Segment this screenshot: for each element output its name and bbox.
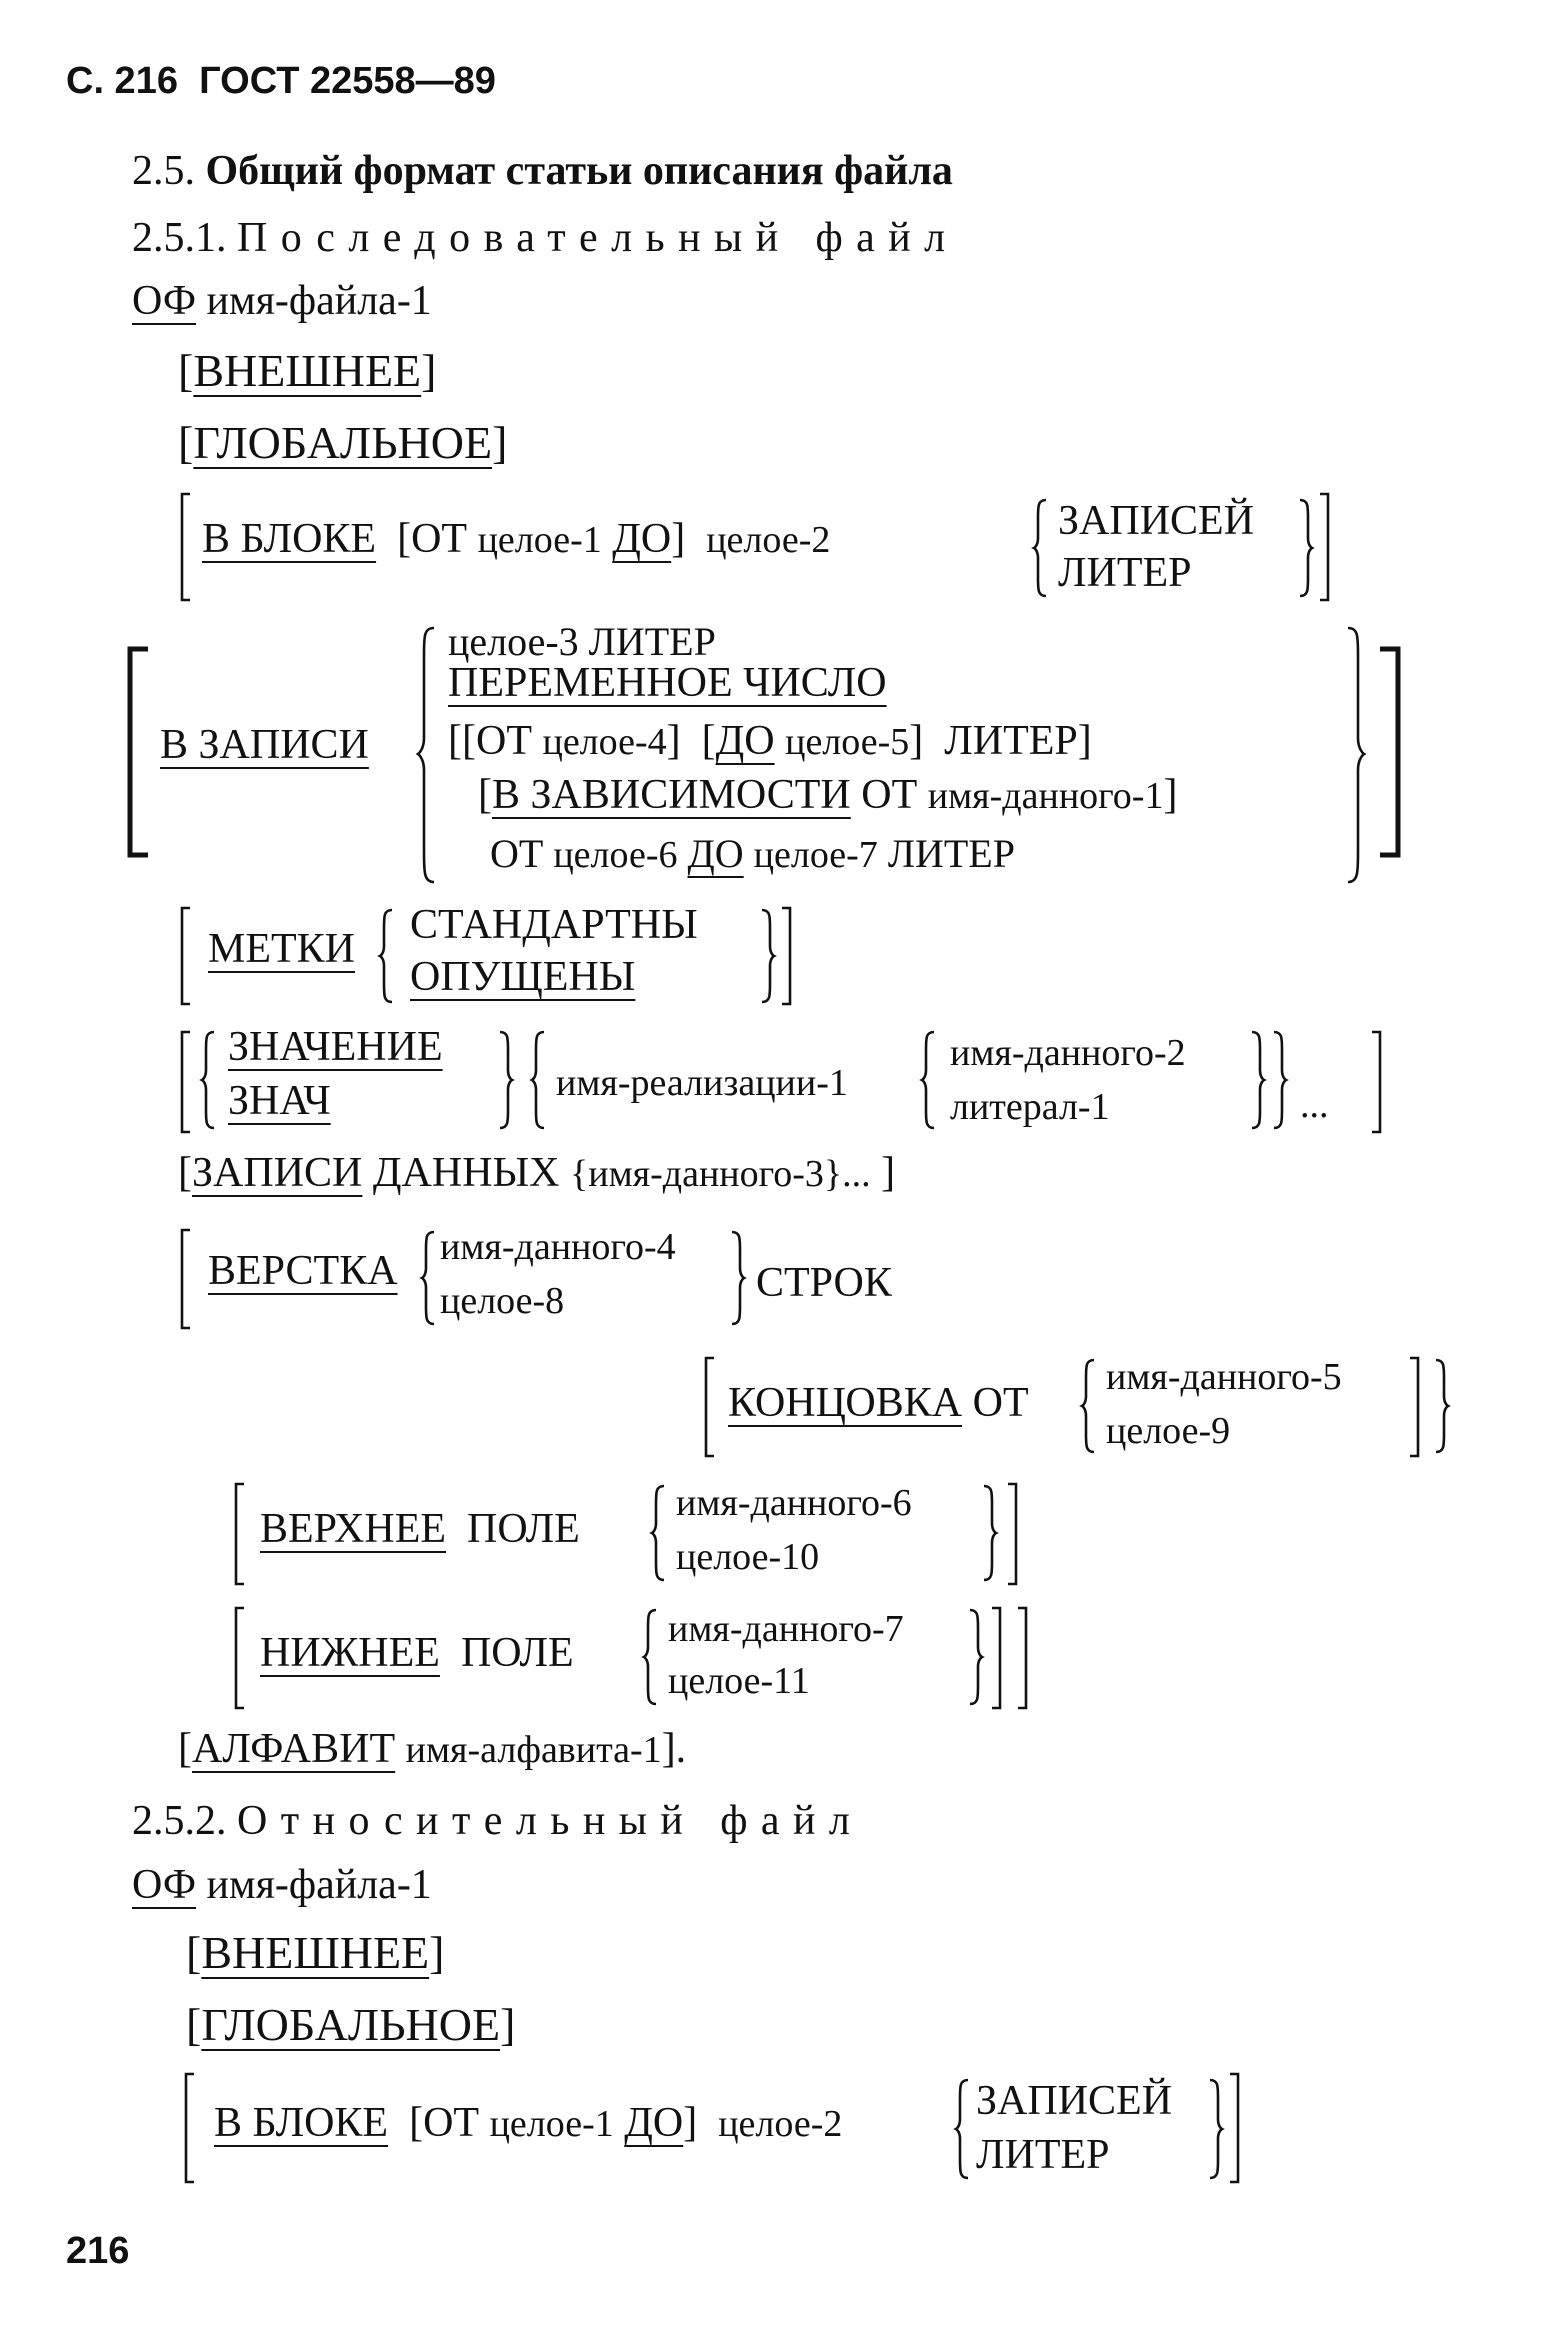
- value-choice-dataname: имя-данного-2: [950, 1032, 1186, 1074]
- value-brace3-left: [920, 1030, 936, 1130]
- linage-bracket-left: [178, 1228, 192, 1330]
- labels-opt-standard: СТАНДАРТНЫ: [410, 902, 698, 948]
- alphabet-clause: [АЛФАВИТ имя-алфавита-1].: [178, 1726, 687, 1772]
- labels-keyword: МЕТКИ: [208, 926, 355, 972]
- block-bracket-left: [178, 492, 192, 602]
- page-number: 216: [66, 2230, 130, 2272]
- value-opt-val: ЗНАЧ: [228, 1078, 331, 1124]
- block2-brace-right: [1208, 2078, 1224, 2180]
- block-brace-right: [1298, 498, 1314, 598]
- linage-keyword: ВЕРСТКА: [208, 1248, 398, 1294]
- bottom-brace-right: [968, 1608, 984, 1706]
- record-opt-range: [[ОТ целое-4] [ДО целое-5] ЛИТЕР]: [448, 718, 1092, 764]
- footing-brace-right: [1434, 1358, 1450, 1454]
- top-clause: ВЕРХНЕЕ ПОЛЕ: [260, 1506, 580, 1552]
- footing-clause: КОНЦОВКА ОТ: [728, 1380, 1029, 1426]
- footing-choice-int: целое-9: [1106, 1410, 1231, 1452]
- record-bracket-left: [124, 646, 152, 858]
- value-impl-name: имя-реализации-1: [556, 1062, 848, 1104]
- record-opt-depending: [В ЗАВИСИМОСТИ ОТ имя-данного-1]: [478, 772, 1178, 818]
- bottom-bracket-left: [232, 1606, 246, 1710]
- value-brace-right: [498, 1030, 514, 1130]
- block-opt-chars: ЛИТЕР: [1058, 550, 1192, 596]
- footing-brace-left: [1080, 1358, 1096, 1454]
- record-keyword: В ЗАПИСИ: [160, 722, 369, 768]
- top-bracket-left: [232, 1482, 246, 1586]
- data-records-clause: [ЗАПИСИ ДАННЫХ {имя-данного-3}... ]: [178, 1150, 896, 1196]
- section-title: Общий формат статьи описания файла: [205, 148, 953, 194]
- linage-brace-right: [730, 1230, 746, 1326]
- block-opt-records: ЗАПИСЕЙ: [1058, 498, 1255, 544]
- record-opt-varying: ПЕРЕМЕННОЕ ЧИСЛО: [448, 660, 887, 706]
- bottom-brace-left: [642, 1608, 658, 1706]
- footing-bracket-left: [702, 1356, 716, 1458]
- top-brace-right: [982, 1484, 998, 1582]
- value-choice-literal: литерал-1: [950, 1086, 1110, 1128]
- external-clause-2: [ВНЕШНЕЕ]: [186, 1927, 445, 1978]
- block-clause: В БЛОКЕ [ОТ целое-1 ДО] целое-2: [202, 516, 831, 562]
- fd-line-2: ОФ имя-файла-1: [132, 1862, 432, 1908]
- value-brace3-right: [1250, 1030, 1266, 1130]
- block-bracket-right: [1318, 492, 1332, 602]
- top-choice-int: целое-10: [676, 1536, 820, 1578]
- labels-opt-omitted: ОПУЩЕНЫ: [410, 954, 636, 1000]
- top-choice-dataname: имя-данного-6: [676, 1482, 912, 1524]
- value-opt-value: ЗНАЧЕНИЕ: [228, 1024, 443, 1070]
- linage-lines: СТРОК: [756, 1260, 892, 1306]
- subsection-title-1: Последовательный файл: [237, 215, 959, 261]
- block-clause-2: В БЛОКЕ [ОТ целое-1 ДО] целое-2: [214, 2100, 843, 2146]
- global-clause-2: [ГЛОБАЛЬНОЕ]: [186, 1999, 516, 2050]
- bottom-outer-bracket-right: [1016, 1606, 1030, 1710]
- value-brace2-left: [530, 1030, 546, 1130]
- value-ellipsis: ...: [1300, 1084, 1329, 1126]
- bottom-choice-dataname: имя-данного-7: [668, 1608, 904, 1650]
- fd-line: ОФ имя-файла-1: [132, 278, 432, 324]
- standard-number: ГОСТ 22558—89: [199, 60, 496, 102]
- bottom-clause: НИЖНЕЕ ПОЛЕ: [260, 1630, 574, 1676]
- labels-bracket-right: [780, 906, 794, 1006]
- record-opt-fixed: целое-3 ЛИТЕР: [448, 619, 716, 664]
- footing-choice-dataname: имя-данного-5: [1106, 1356, 1342, 1398]
- record-brace-left: [416, 626, 436, 884]
- subsection-title-2: Относительный файл: [237, 1798, 864, 1844]
- labels-bracket-left: [178, 906, 192, 1006]
- block2-bracket-left: [182, 2072, 196, 2184]
- record-opt-contains: ОТ целое-6 ДО целое-7 ЛИТЕР: [490, 831, 1015, 876]
- value-bracket-right: [1370, 1030, 1384, 1134]
- subsection-heading-2: 2.5.2. Относительный файл: [132, 1798, 864, 1844]
- page-prefix: С. 216: [66, 60, 178, 102]
- running-header: [66, 62, 496, 100]
- linage-choice-dataname: имя-данного-4: [440, 1226, 676, 1268]
- global-clause: [ГЛОБАЛЬНОЕ]: [178, 417, 508, 468]
- block2-opt-chars: ЛИТЕР: [976, 2132, 1110, 2178]
- subsection-heading-1: 2.5.1. Последовательный файл: [132, 215, 959, 261]
- top-brace-left: [650, 1484, 666, 1582]
- value-brace-left: [200, 1030, 216, 1130]
- labels-brace-left: [378, 908, 394, 1004]
- labels-brace-right: [760, 908, 776, 1004]
- value-brace2-right: [1272, 1030, 1288, 1130]
- linage-choice-int: целое-8: [440, 1280, 565, 1322]
- external-clause: [ВНЕШНЕЕ]: [178, 345, 437, 396]
- block2-bracket-right: [1228, 2072, 1242, 2184]
- record-brace-right: [1346, 626, 1366, 884]
- block-brace-left: [1032, 498, 1048, 598]
- bottom-choice-int: целое-11: [668, 1660, 810, 1702]
- section-heading: 2.5. Общий формат статьи описания файла: [132, 148, 953, 194]
- footing-bracket-right: [1408, 1356, 1422, 1458]
- bottom-bracket-right: [990, 1606, 1004, 1710]
- linage-brace-left: [420, 1230, 436, 1326]
- block2-brace-left: [954, 2078, 970, 2180]
- block2-opt-records: ЗАПИСЕЙ: [976, 2078, 1173, 2124]
- record-bracket-right: [1376, 646, 1404, 858]
- top-bracket-right: [1006, 1482, 1020, 1586]
- value-bracket-left: [178, 1030, 192, 1134]
